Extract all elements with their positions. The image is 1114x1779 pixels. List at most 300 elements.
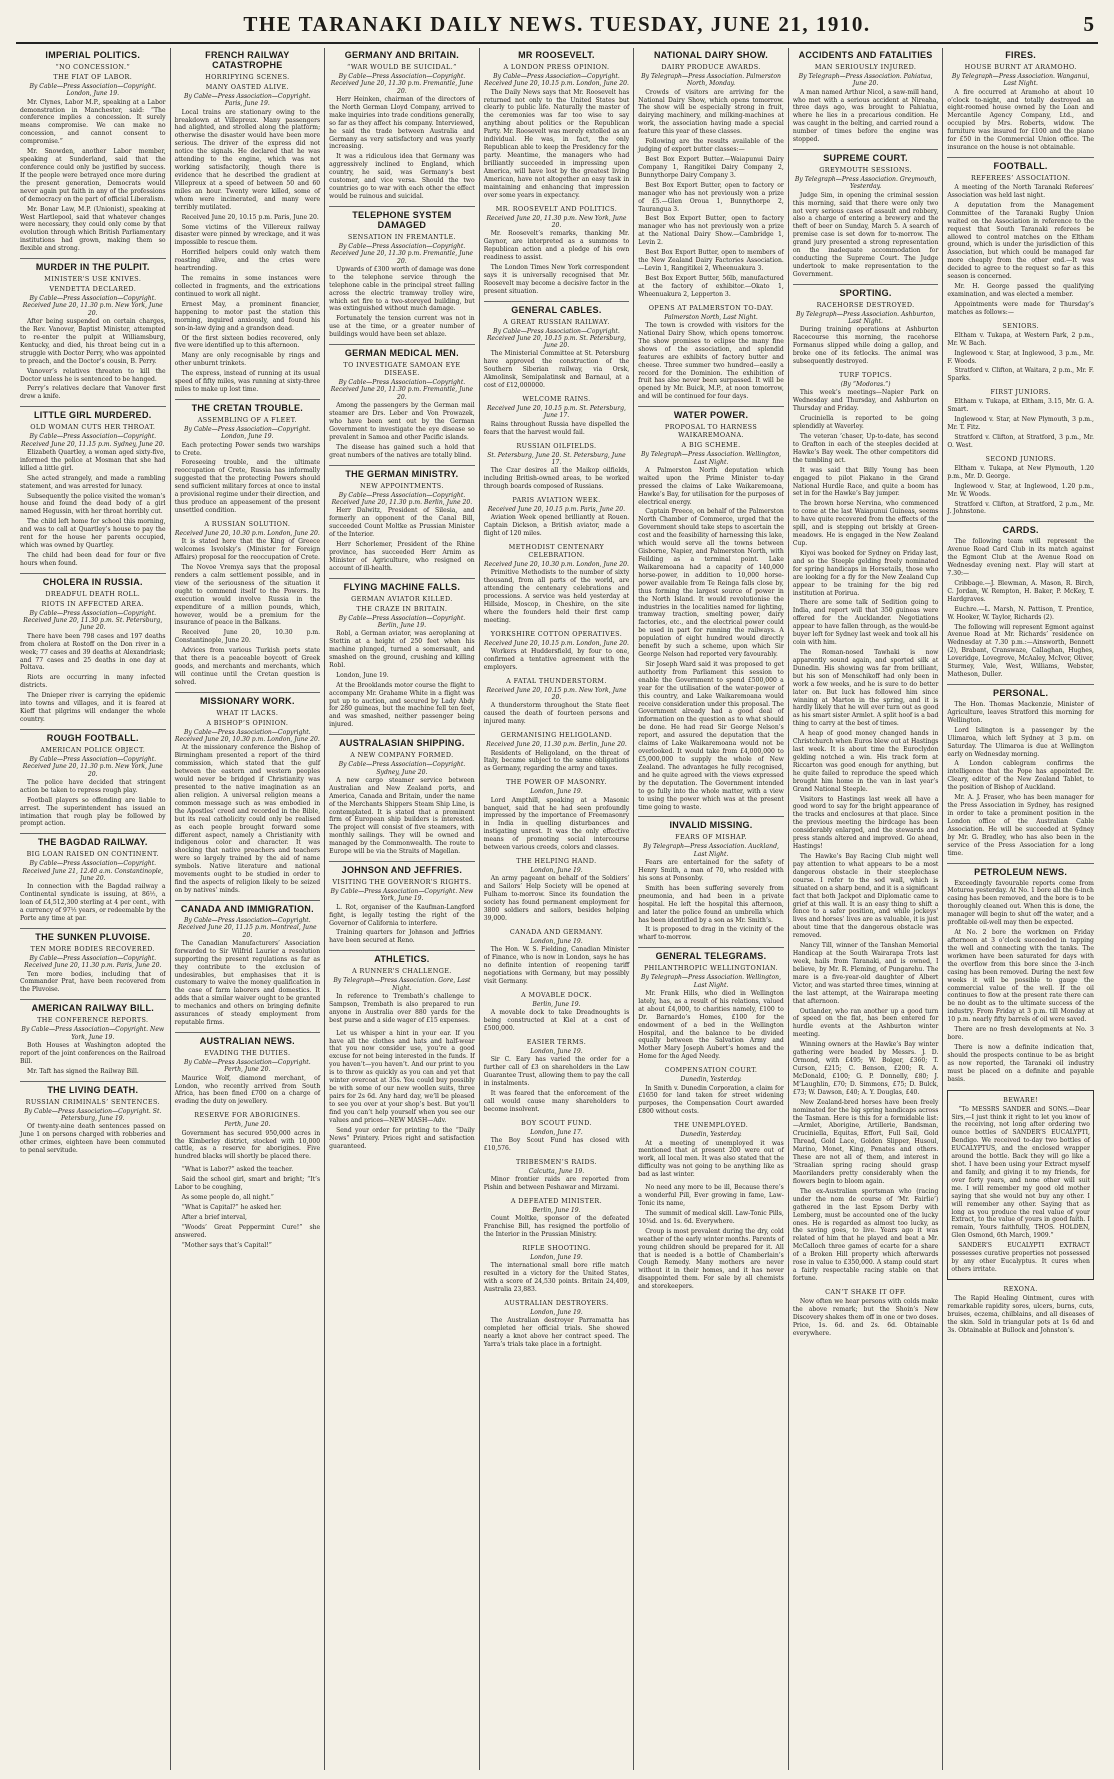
article-paragraph: There are no fresh developments at No. 3 bore. xyxy=(947,1026,1094,1042)
article-paragraph: Best Box Export Butter, open to factory or manager who has not previously won a prize of £5.—Glen Oroua 1, Bunnythorpe 2, Taurangua 3. xyxy=(638,181,784,213)
article xyxy=(947,388,1094,450)
article-paragraph: “What is Capital?” he asked her. xyxy=(181,1204,282,1212)
article-paragraph: Outlander, who ran another up a good turn of speed on the flat, has been entered for hurdle events at the Ashburton winter meeting. xyxy=(792,1007,939,1039)
article-subheading: COMPENSATION COURT. xyxy=(664,1066,758,1075)
article xyxy=(484,1038,630,1114)
article-paragraph: There have been 798 cases and 197 deaths from cholera at Rostoff on the Don river in a week; 77 cases and 39 deaths at Alexandriask; and 77 cases and 25 deaths in one day at Poltava. xyxy=(20,632,166,672)
article-subheading: OLD WOMAN CUTS HER THROAT. xyxy=(30,423,156,432)
article-subheading: A DEFEATED MINISTER. xyxy=(510,1197,603,1206)
article xyxy=(175,1166,321,1249)
article-paragraph: Foreseeing trouble, and the ultimate reoccupation of Crete, Russia has informally suggested that the protecting Powers should send sufficient military forces at once to instal a provisional regime under their direction, and thus produce an appeasement of the present unsettled condition. xyxy=(174,459,321,514)
article-paragraph: Many are only recognisable by rings and other unburnt trinkets. xyxy=(174,352,321,368)
article-dateline: Dunedin, Yesterday. xyxy=(680,1076,742,1084)
article-paragraph: After being suspended on certain charges, the Rev. Vanover, Baptist Minister, attempted to re-enter the pulpit at Williamsburg, Kentucky, and died, his throat being cut in a struggle with Doctor Perry, who was appointed to preach, and the Doctor’s cousin, B. Perry. xyxy=(20,318,166,365)
article xyxy=(484,928,630,986)
article-subheading: TRIBESMEN’S RAIDS. xyxy=(515,1157,597,1166)
article-dateline: Berlin, June 19. xyxy=(532,1000,581,1008)
article-dateline: By Cable—Press Association—Copyright. Sydney, June 20. xyxy=(338,761,466,776)
article-subheading: REFEREES’ ASSOCIATION. xyxy=(970,174,1071,182)
article xyxy=(947,684,1094,858)
article xyxy=(947,322,1094,384)
article-paragraph: SANDER’S EUCALYPTI EXTRACT possesses curative properties not possessed by any other Eucalyptus. It cures when others irritate. xyxy=(951,1242,1090,1274)
article-paragraph: As some people do, all night.” xyxy=(181,1194,274,1202)
article-headline: FOOTBALL. xyxy=(947,157,1094,171)
article-headline: GERMANY AND BRITAIN. xyxy=(344,50,460,60)
article-dateline: By Telegraph—Press Association. Pahiatua, June 20. xyxy=(798,73,933,88)
article xyxy=(329,465,475,573)
article-paragraph: Lord Islington is a passenger by the Ulimaroa, which left Sydney at 3 p.m. on Saturday. The Ulimaroa is due at Wellington early on Wednesday morning. xyxy=(947,726,1094,758)
article-subheading: A RUNNER’S CHALLENGE. xyxy=(352,967,452,976)
article-headline: CARDS. xyxy=(947,521,1094,535)
column-2 xyxy=(171,48,326,1770)
article-subheading: “NO CONCESSION.” xyxy=(55,63,131,71)
article xyxy=(484,1244,630,1294)
article xyxy=(793,371,939,1283)
article xyxy=(638,1184,784,1291)
article xyxy=(20,406,166,568)
article-paragraph: Sir Joseph Ward said it was proposed to get authority from Parliament this session to enable the Government to spend £500,000 a year for the utilisation of the water-power of this country, and Lake Waikaremoana would receive consideration under this proposal. The Government already had a good deal of information on the question as to what should be done. He had read Sir George Nelson’s report, and assured the deputation that the claims of Lake Waikaremoana would not be overlooked. It would take from £4,000,000 to £5,000,000 to supply the whole of New Zealand. The advantages he fully recognised, and he quite agreed with the views expressed by the deputation. The Government intended to go fully into the whole matter, with a view to using the power which was at the present time going to waste. xyxy=(638,660,784,811)
article-subheading: RUSSIAN OILFIELDS. xyxy=(516,441,597,450)
article xyxy=(947,1285,1094,1335)
article xyxy=(484,442,630,491)
article-dateline: Received June 20, 10.15 p.m. New York, June 20. xyxy=(486,686,627,702)
article-headline: JOHNSON AND JEFFRIES. xyxy=(329,861,475,875)
article-paragraph: The Hon. W. S. Fielding, Canadian Minister of Finance, who is now in London, says he has no definite intention of reopening tariff negotiations with Germany, but may possibly visit Germany. xyxy=(483,946,630,985)
article-paragraph: “Woods’ Great Peppermint Cure!” she answered. xyxy=(174,1223,321,1239)
article-paragraph: Stratford v. Clifton, at Waitara, 2 p.m., Mr. F. Sparks. xyxy=(947,367,1094,383)
article-paragraph: Perry’s relatives declare that Vanover first drew a knife. xyxy=(20,385,166,401)
article-subheading: AMERICAN POLICE OBJECT. xyxy=(40,745,146,754)
article-subheading: PROPOSAL TO HARNESS WAIKAREMOANA. xyxy=(664,423,758,440)
article-subheading: SECOND JUNIORS. xyxy=(985,454,1056,463)
article xyxy=(793,149,939,279)
column-6 xyxy=(789,48,944,1770)
article xyxy=(484,1197,630,1239)
article-paragraph: Mr. A. J. Fraser, who has been manager for the Press Association in Sydney, has resigned in order to take a prominent position in the London office of the Australian Cable Association. He will be succeeded at Sydney by Mr. G. Bradley, who has also been in the service of the Press Association for a long time. xyxy=(947,794,1094,857)
article-paragraph: Herr Schorlemer, President of the Rhine province, has succeeded Herr Arnim as Minister of Agriculture, who resigned on account of ill-health. xyxy=(329,540,475,572)
article-paragraph: Exceedingly favourable reports come from Moturoa yesterday. At No. 1 bore all the 6-inch casing has been removed, and the bore is to be thoroughly cleaned out. When this is done, the manager will begin to shut off the water, and a profitable oil-well may then be expected. xyxy=(947,879,1094,927)
article-paragraph: Best Box Export Butter, open to members of the New Zealand Dairy Factories Association.—Levin 1, Rangitikei 2, Wheenuakura 3. xyxy=(638,249,784,272)
column-5 xyxy=(634,48,789,1770)
article-paragraph: Primitive Methodists to the number of sixty thousand, from all parts of the world, are attending the centenary celebrations and processions. A service was held yesterday at Hillside, Moscop, in Cheshire, on the site where the founders held their first camp meeting. xyxy=(483,569,630,624)
article-subheading: WHAT IT LACKS. xyxy=(216,708,279,717)
article-dateline: London, June 19. xyxy=(530,867,583,875)
article-paragraph: In connection with the Bagdad railway a Continental syndicate is issuing, at 86½, a loan of £4,512,300 sterling at 4 per cent., with a currency of 97½ years, or redeemable by the Porte any time at par. xyxy=(20,883,166,922)
article-paragraph: Residents of Heligoland, on the threat of Italy, became subject to the same obligations as Germany, regarding the army and taxes. xyxy=(483,749,630,773)
article xyxy=(484,496,630,538)
article-paragraph: Training quarters for Johnson and Jeffries have been secured at Reno. xyxy=(329,929,475,945)
article-paragraph: At No. 2 bore the workmen on Friday afternoon at 3 o’clock succeeded in tapping the well and connecting with the tanks. The workmen have been saturated for days with the overflow from this bore since the 3-inch casing has been removed. During the next few weeks it will be possible to gauge the commercial value of the well. If the oil continues to flow at the present rate there can be no doubt as to the ultimate success of the industry. From Friday at 3 p.m. till Monday at 10 p.m. nearly fifty barrels of oil were saved. xyxy=(947,929,1094,1024)
article-dateline: By Cable—Press Association—Copyright. Received June 20, 10.30 p.m. London, June 20. xyxy=(174,728,320,744)
article xyxy=(484,731,630,773)
article-paragraph: A meeting of the North Taranaki Referees’ Association was held last night. xyxy=(947,184,1094,199)
article xyxy=(638,816,784,942)
article-subheading: MINISTER’S USE KNIVES. xyxy=(44,275,142,284)
article-paragraph: Herr Dalwitz, President of Silesia, and formerly an opponent of the Canal Bill, succeeded Count Moltke as Prussian Minister of the Interior. xyxy=(329,507,475,538)
article-paragraph: L. Rot, organiser of the Kaufman-Langford fight, is legally testing the right of the Governor of California to interfere. xyxy=(329,903,475,927)
article-subheading: DREADFUL DEATH ROLL. xyxy=(45,589,141,598)
article-dateline: By Cable—Press Association—Copyright. Received June 20, 11.30 p.m. Berlin, June 20. xyxy=(331,491,473,506)
article-headline: CANADA AND IMMIGRATION. xyxy=(175,900,321,914)
article xyxy=(638,304,784,402)
article-paragraph: A Palmerston North deputation which waited upon the Prime Minister to-day pressed the claims of Lake Waikaremoana, Hawke’s Bay, for utilisation for the purposes of electrical energy. xyxy=(638,466,784,506)
article-paragraph: Send your order for printing to the “Daily News” Printery. Prices right and satisfaction guaranteed. xyxy=(329,1126,475,1150)
article-subheading: MANY OASTED ALIVE. xyxy=(205,83,289,91)
article-paragraph: Captain Preece, on behalf of the Palmerston North Chamber of Commerce, urged that the Government should take steps to ascertain the cost and the feasibility of harnessing this lake, which would serve all the towns between Gisborne, Napier, and Palmerston North, with Feilding as a terminal point. Lake Waikaremoana had a capacity of 140,000 horse-power, in addition to 10,000 horse-power available from Te Reinga falls close by, thus forming the largest source of power in the North Island. It would revolutionise the industries in the localities named for lighting, tramway traction, smelting power, dairy factories, etc., and the electrical power could be used in part for running the railways. A population of eight hundred would directly benefit by such a scheme, upon which Sir George Nelson had reported very favourably. xyxy=(638,508,784,659)
article-paragraph: Inglewood v. Star, at Inglewood, 1.20 p.m., Mr. W. Woods. xyxy=(947,482,1094,498)
article-dateline: By Cable—Press Association—Copyright. Berlin, June 19. xyxy=(338,614,466,629)
article xyxy=(484,1119,630,1153)
article-paragraph: Cribbage.—J. Blewman, A. Mason, R. Birch, C. Jordan, W. Rempton, H. Baker, P. McKey, T. Hardgraves. xyxy=(947,579,1094,603)
article-paragraph: The child left home for school this morning, and was to call at Quartley’s house to pay the rent for the house her parents occupied, which was owned by Quartley. xyxy=(20,518,166,550)
article-paragraph: New Zealand-bred horses have been freely nominated for the big spring handicaps across the Tasman. Here is this for a formidable list:—Armlet, Aborigine, Artillerie, Bandsman, Cruciniella, Equitas, Effort, Full Sail, Gold Thread, Gold Lace, Golden Slipper, Husoul, Marino, Monet, King, Penates and others. These are not all of them, and interest in ‘Straalian spring racing should grasp Maorilanders pretty considerably when the flowers begin to bloom again. xyxy=(792,1098,939,1185)
article xyxy=(484,1158,630,1192)
article xyxy=(484,778,630,852)
article-paragraph: Herr Heinken, chairman of the directors of the North German Lloyd Company, arrived to make inquiries into trade conditions generally, so far as they affect his company. Interviewed, he said the trade between Australia and Germany as very satisfactory and was yearly increasing. xyxy=(329,95,475,151)
masthead-rule xyxy=(16,42,1098,44)
article-subheading: THE HELPING HAND. xyxy=(516,857,597,866)
article-paragraph: Stratford v. Clifton, at Stratford, 3 p.m., Mr. O. West. xyxy=(947,433,1094,449)
article-subheading: NEW APPOINTMENTS. xyxy=(360,481,444,490)
article xyxy=(947,50,1094,152)
article-subheading: RIOTS IN AFFECTED AREA. xyxy=(41,599,145,608)
article-paragraph: The disease has gained such a hold that great numbers of the natives are totally blind. xyxy=(329,443,475,459)
article-dateline: London, June 19. xyxy=(530,1309,583,1317)
article-paragraph: Elizabeth Quartley, a woman aged sixty-five, informed the police at Mosman that she had killed a little girl. xyxy=(20,448,166,472)
article-dateline: By Telegraph—Press Association. Wellington, Last Night. xyxy=(641,974,782,989)
article-subheading: SENSATION IN FREMANTLE. xyxy=(347,232,456,241)
article-paragraph: Workers at Huddersfield, by four to one, confirmed a tentative agreement with the employers. xyxy=(483,648,630,671)
article-paragraph: The Hawke’s Bay Racing Club might well pay attention to what appears to be a most dangerous obstacle in their steeplechase course. I refer to the sod wall, which is situated on a sharp bend, and it is a significant fact that both Jackpot and Diplomatic came to grief at this wall. It is an easy thing to shift a fence to a safer position, and while jockeys’ lives and horses’ lives are as valuable, it is just about time that the dangerous obstacle was removed. xyxy=(792,853,939,940)
article-paragraph: The following team will represent the Avenue Road Card Club in its match against the Egmont Club at the Avenue Road on Wednesday evening next. Play will start at 7.30:— xyxy=(947,538,1094,578)
article-paragraph: “What is Labor?” asked the teacher. xyxy=(181,1166,294,1174)
article-headline: SUPREME COURT. xyxy=(793,149,939,163)
article xyxy=(638,1121,784,1179)
article-headline: NATIONAL DAIRY SHOW. xyxy=(653,50,769,60)
article-dateline: St. Petersburg, June 20. St. Petersburg, June 17. xyxy=(487,451,626,466)
column-3 xyxy=(325,48,480,1770)
article-paragraph: Winning owners at the Hawke’s Bay winter gathering were headed by Messrs. J. D. Ormond, with £495; W. Bolger, £360; T. Curson, £215; C. Benson, £200; R. A. McDonald, £100; G. P. Donnelly, £80; J. M’Laughlin, £70; D. Simmons, £75; D. Bulck, £73; W. Dawson, £40; A. Y. Douglas, £40. xyxy=(792,1041,939,1096)
article-paragraph: The express, instead of running at its usual speed of fifty miles, was running at sixty-three miles to make up lost time. xyxy=(174,370,321,394)
article-paragraph: She acted strangely, and made a rambling statement, and was arrested for lunacy. xyxy=(20,474,166,490)
article-paragraph: In Smith v. Dunedin Corporation, a claim for £1650 for land taken for street widening purposes, the Compensation Court awarded £800 without costs. xyxy=(638,1084,784,1116)
article-paragraph: The Roman-nosed Tawhaki is now apparently sound again, and sported silk at Dunedin. His showing was far from brilliant, but his son of Menschikoff had only been in work a few weeks, and he is sure to do better later on. But luck has followed him since winning at Marton in the spring, and it is hardly likely that he will ever turn out as good as his smart sister Armlet. A split hoof is a bad thing to carry at the best of times. xyxy=(792,648,939,728)
article xyxy=(329,1030,475,1151)
article-subheading: FEARS OF MISHAP. xyxy=(675,833,747,842)
article-paragraph: Mr. Bonar Law, M.P. (Unionist), speaking at West Hartlepool, said that whatever changes were necessary, they could only come by that evolution through which British Parliamentary institutions had grown, making them so flexible and strong. xyxy=(20,205,166,253)
article-paragraph: After a brief interval, xyxy=(181,1213,247,1221)
article xyxy=(175,1032,321,1106)
article-paragraph: Mr. Clynes, Labor M.P., speaking at a Labor demonstration in Manchester, said: “The conference implies a concession. It surely means compromise. We can make no concession, and cannot consent to compromise.” xyxy=(20,98,166,146)
article-paragraph: Eltham v. Tukapa, at Eltham, 3.15, Mr. G. A. Smart. xyxy=(947,398,1094,414)
article-paragraph: Eltham v. Tukapa, at Western Park, 2 p.m., Mr. W. Bach. xyxy=(947,331,1094,347)
article-headline: WATER POWER. xyxy=(638,406,784,420)
article-paragraph: Now often we hear persons with colds make the above remark; but the Shoin’s New Discovery shakes them off in one or two doses. Price, 1s. 6d. and 2s. 6d. Obtainable everywhere. xyxy=(792,1297,939,1337)
article-paragraph: The remains in some instances were collected in fragments, and the extrications continued to work all night. xyxy=(174,275,321,298)
article-paragraph: During training operations at Ashburton Racecourse this morning, the racehorse Formanus slipped while doing a gallop, and broke one of its fetlocks. The animal was subsequently destroyed. xyxy=(792,326,939,366)
article-subheading: CAN’T SHAKE IT OFF. xyxy=(825,1287,907,1296)
article-paragraph: The veteran ’chaser, Up-to-date, has second to Grafton in each of the steeples decided at Hawke’s Bay week. The other competitors did the tumbling act. xyxy=(792,433,939,464)
article-headline: INVALID MISSING. xyxy=(638,816,784,830)
article-paragraph: The summit of medical skill. Law-Tonic Pills, 10¼d. and 1s. 6d. Everywhere. xyxy=(638,1209,784,1225)
article-dateline: By Telegraph—Press Association. Palmerston North, Monday. xyxy=(641,73,781,88)
article-subheading: PARIS AVIATION WEEK. xyxy=(512,495,601,504)
article-subheading: ASSEMBLING OF A FLEET. xyxy=(197,415,297,424)
article xyxy=(175,399,321,515)
article-dateline: By Cable—Press Association—Copyright. Received June 20, 10.15 p.m. London, June 20. xyxy=(484,73,629,88)
article-dateline: By Telegraph—Press Association. Ashburton, Last Night. xyxy=(796,310,936,326)
article-subheading: METHODIST CENTENARY CELEBRATION. xyxy=(508,543,605,560)
columns-container xyxy=(16,48,1098,1770)
article-headline: THE LIVING DEATH. xyxy=(20,1081,166,1095)
article-subheading: PHILANTHROPIC WELLINGTONIAN. xyxy=(643,964,779,973)
article-dateline: London, June 19. xyxy=(530,937,583,945)
article-paragraph: The ex-Australian sportsman who (racing under the nom de course of ‘Mr. Fairlie’) gathered in the last Epsom Derby with Lemberg, must be accounted one of the lucky ones. He is regarded as almost too lucky, as the saving goes, to live. Years ago it was related of him that he played and beat a Mr. McCalloch three games of ecarte for a share of a Broken Hill property which afterwards rose in value to £350,000. A stamp could start a fairly respectable racing stable on that fortune. xyxy=(792,1187,939,1282)
article xyxy=(20,258,166,401)
article-subheading: A LONDON PRESS OPINION. xyxy=(503,63,610,71)
article-paragraph: Nancy Till, winner of the Tanshan Memorial Handicap at the South Wairarapa Trots last week, hails from Taranaki, and is owned, I believe, by Mr. R. Fleming, of Pungarehu. The mare is a five-year-old daughter of Albert Victor, and was started three times, winning at the last attempt, at the Wairarapa meeting that afternoon. xyxy=(792,942,939,1005)
article-subheading: RIFLE SHOOTING. xyxy=(522,1244,591,1253)
article xyxy=(484,857,630,923)
article-paragraph: Maurice Wolf, diamond merchant, of London, who recently arrived from South Africa, has been fined £700 on a charge of evading the duty on jewellery. xyxy=(174,1074,321,1106)
article-subheading: THE CONFERENCE REPORTS. xyxy=(37,1016,149,1025)
article-paragraph: The Canadian Manufacturers’ Association forwarded to Sir Wilfrid Laurier a resolution supporting the present regulations as far as they contribute to the exclusion of undesirables, but emphasises that it is customary to waive the money qualification in the case of farm laborers and domestics. It adds that a similar waiver ought to be granted to mechanics and others on bringing definite assurances of steady employment from reputable firms. xyxy=(174,939,321,1027)
article-paragraph: Best Box Export Butter, 56lb, manufactured at the factory of exhibitor.—Okato 1, Wheenuakura 2, Lepperton 3. xyxy=(638,274,784,298)
article-paragraph: The Novoe Vremya says that the proposal renders a calm settlement possible, and in view of the seriousness of the situation it ought to commend itself to the Powers. Its execution would involve Russia in the expenditure of a million pounds, which, however, would be a premium for the insurance of peace in the Balkans. xyxy=(174,563,321,627)
article-paragraph: Best Box Export Butter.—Waiapunui Dairy Company 1, Rangitikei Dairy Company 2, Bunnythorpe Dairy Company 3. xyxy=(638,156,784,179)
article-subheading: WELCOME RAINS. xyxy=(522,395,591,404)
article xyxy=(20,50,166,253)
article xyxy=(793,1288,939,1338)
article-headline: THE BAGDAD RAILWAY. xyxy=(20,833,166,847)
article xyxy=(20,573,166,724)
article-paragraph: Crowds of visitors are arriving for the National Dairy Show, which opens tomorrow. The show will be especially strong in fruit, dairying machinery, and milking-machines at work, the association having made a special feature this year of these classes. xyxy=(638,88,784,136)
article-paragraph: Smith has been suffering severely from pneumonia, and had been in a private hospital. He left the hospital this afternoon, and later the police found an umbrella which has been identified by a son as Mr. Smith’s. xyxy=(638,884,784,924)
article-paragraph: The brown horse Nervina, who commenced to come at the last Waiapunui Guineas, seems to have quite recovered from the effects of the spill, and is stepping out briskly at Green-meadows. He is engaged in the New Zealand Cup. xyxy=(792,500,939,547)
article-subheading: REXONA. xyxy=(1003,1284,1038,1293)
article xyxy=(484,677,630,726)
article-headline: GENERAL CABLES. xyxy=(484,301,630,315)
article-subheading: THE FIAT OF LABOR. xyxy=(53,73,133,81)
article-dateline: London, June 19. xyxy=(530,1254,583,1262)
article-paragraph: Riots are occurring in many infected districts. xyxy=(20,674,166,690)
article xyxy=(20,729,166,828)
article-paragraph: Each protecting Power sends two warships to Crete. xyxy=(174,441,321,457)
article-dateline: By Telegraph—Press Association. Wanganui, Last Night. xyxy=(951,73,1090,88)
article-subheading: BIG LOAN RAISED ON CONTINENT. xyxy=(26,850,159,859)
article-paragraph: Aviation Week opened brilliantly at Rouen. Captain Dickson, a British aviator, made a flight of 120 miles. xyxy=(483,514,630,538)
article-dateline: Received June 20, 10.15 p.m. London, June 20. xyxy=(484,639,629,647)
article-paragraph: Some victims of the Villereux railway disaster were pinned by wreckage, and it was impossible to rescue them. xyxy=(174,223,321,247)
article-subheading: HORRIFYING SCENES. xyxy=(205,73,290,81)
article-paragraph: A new cargo steamer service between Australian and New Zealand ports, and America, Canada and Britain, under the name of the Merchants Shippers Steam Ship Line, is contemplated. It is stated that a prominent firm of European ship builders is interested. The project will consist of five steamers, with monthly sailings. They will be owned and managed by the Commonwealth. The route to Europe will be via the Straits of Magellan. xyxy=(329,776,475,856)
article-dateline: By Cable—Press Association—Copyright. Received June 21, 12.40 a.m. Constantinople, June 20. xyxy=(22,860,164,882)
article-paragraph: Mr. Roosevelt’s remarks, thanking Mr. Gaynor, are interpreted as a summons to Republican action and a pledge of his own readiness to assist. xyxy=(483,230,630,261)
advertisement xyxy=(947,1090,1094,1280)
article-paragraph: Government has secured 950,000 acres in the Kimberley district, stocked with 10,000 cattle, as a reserve for aborigines. Five hundred blacks will shortly be placed there. xyxy=(174,1129,321,1161)
article-dateline: By Telegraph—Press Association. Wellington, Last Night. xyxy=(641,451,782,466)
article-paragraph: Visitors to Hastings last week all have a good word to say for the bright appearance of the tracks and enclosures at that place. Since the previous meeting the birdcage has been considerably enlarged, and the stewards and press stands altered and improved. Go ahead, Hastings! xyxy=(792,795,939,851)
article-headline: AMERICAN RAILWAY BILL. xyxy=(20,999,166,1013)
article-dateline: Received June 20, 10.15 p.m. St. Petersburg, June 17. xyxy=(486,405,626,420)
article-dateline: Received June 20, 11.30 p.m. Berlin, June 20. xyxy=(486,741,627,749)
article xyxy=(947,521,1094,679)
article xyxy=(484,991,630,1033)
article-paragraph: A heap of good money changed hands in Christchurch when Euros blew out at Hastings last week. It is about time the Euroclydon gelding notched a win. His track form at Riccarton was good enough for anything, but he quite failed to reproduce the speed which brought him home in the van in last year’s Grand National Steeple. xyxy=(792,730,939,793)
article-paragraph: In reference to Trembath’s challenge to Sampson, Trembath is also prepared to run anyone in Australia over 880 yards for the best purse and a side wager of £15 expenses. xyxy=(329,992,475,1024)
article-headline: FLYING MACHINE FALLS. xyxy=(329,578,475,592)
article-subheading: THE UNEMPLOYED. xyxy=(673,1121,749,1130)
article xyxy=(484,543,630,625)
article xyxy=(175,50,321,394)
article-subheading: FIRST JUNIORS. xyxy=(990,388,1051,397)
article-headline: THE GERMAN MINISTRY. xyxy=(329,465,475,479)
article xyxy=(947,863,1094,1084)
column-1 xyxy=(16,48,171,1770)
article-paragraph: The international small bore rifle match resulted in a victory for the United States, with a score of 24,530 points. Britain 24,409, Australia 23,883. xyxy=(483,1262,630,1294)
article-paragraph: It is proposed to drag in the vicinity of the wharf to-morrow. xyxy=(638,926,784,942)
article-paragraph: Fortunately the tension current was not in use at the time, or a greater number of buildings would have been set ablaze. xyxy=(329,315,475,339)
article-headline: SPORTING. xyxy=(793,284,939,298)
article xyxy=(329,344,475,459)
article-paragraph: A fire occurred at Aramoho at about 10 o’clock to-night, and totally destroyed an eight-roomed house owned by the Loan and Mercantile Agency Company, Ltd., and occupied by Mrs. Roberts, widow. The furniture was insured for £100 and the piano for £50 in the Commercial Union office. The insurance on the house is not obtainable. xyxy=(947,88,1094,152)
article-subheading: RESERVE FOR ABORIGINES. xyxy=(194,1111,301,1120)
article-subheading: YORKSHIRE COTTON OPERATIVES. xyxy=(490,629,623,638)
article xyxy=(638,1066,784,1116)
article-paragraph: Kiyoi was booked for Sydney on Friday last, and so the Steeple gelding freely nominated for spring handicaps in Horsetails, those who are looking for a fly for the New Zealand Cup appear to be training for the big red institution at Porirua. xyxy=(792,549,939,597)
article-subheading: GERMANISING HELIGOLAND. xyxy=(500,731,613,740)
article-dateline: London, June 19. xyxy=(530,788,583,796)
article-headline: MISSIONARY WORK. xyxy=(175,692,321,706)
article-subheading: TO INVESTIGATE SAMOAN EYE DISEASE. xyxy=(343,361,461,378)
article-subheading: VISITING THE GOVERNOR’S RIGHTS. xyxy=(332,878,472,887)
article-paragraph: Lord Ampthill, speaking at a Masonic banquet, said that he had seen profoundly impressed by the importance of Freemasonry in India in quelling disturbances and instigating unrest. It was the only effective means of promoting social intercourse between various creeds, colors and classes. xyxy=(483,796,630,852)
article xyxy=(793,50,939,144)
article-dateline: Received June 20, 11.30 p.m. New York, June 20. xyxy=(486,214,627,229)
article-subheading: HOUSE BURNT AT ARAMOHO. xyxy=(964,63,1077,71)
article-dateline: London, June 17. xyxy=(530,1128,583,1136)
article-paragraph: At a meeting of unemployed it was mentioned that at present 200 were out of work, all local men. It was also stated that the difficulty was not going to be anything like as bad as last winter. xyxy=(638,1139,784,1179)
article-paragraph: Inglewood v. Star, at Inglewood, 3 p.m., Mr. F. Woods. xyxy=(947,349,1094,365)
article-subheading: MR. ROOSEVELT AND POLITICS. xyxy=(495,204,618,213)
column-4 xyxy=(480,48,635,1770)
article xyxy=(947,455,1094,517)
article-subheading: SENIORS. xyxy=(1002,321,1039,330)
article-subheading: “WAR WOULD BE SUICIDAL.” xyxy=(347,63,457,71)
article-subheading: BOY SCOUT FUND. xyxy=(521,1118,592,1127)
article-headline: LITTLE GIRL MURDERED. xyxy=(20,406,166,420)
article-paragraph: The Daily News says that Mr. Roosevelt has returned not only to the United States but clearly to public life. Naturally the master of the ceremonies was far too wise to say anything about politics or the Republican Party. Mr. Roosevelt was merely extolled as an individual. He was, in fact, the only Republican able to keep the Presidency for the party. Meantime, the managers who had brilliantly succeeded in impressing upon America, will have lost by the greatest living American, have not altogether an easy task in maintaining and enhancing that impression over some years in expectancy. xyxy=(483,88,630,199)
article-paragraph: Among the passengers by the German mail steamer are Drs. Leber and Von Prowazek, who have been sent out by the German Government to investigate the eye disease so prevalent in Samoa and other Pacific islands. xyxy=(329,402,475,441)
article xyxy=(329,950,475,1024)
article xyxy=(329,734,475,856)
article-headline: ACCIDENTS AND FATALITIES xyxy=(798,50,933,60)
article-subheading: A GREAT RUSSIAN RAILWAY. xyxy=(503,317,610,326)
article-paragraph: Appointments were made for Thursday’s matches as follows:— xyxy=(947,300,1094,316)
article-dateline: Received June 20, 10.15 p.m. Paris, June 20. xyxy=(487,505,626,513)
article-paragraph: Both Houses at Washington adopted the report of the joint conferences on the Railroad Bill. xyxy=(20,1041,166,1065)
article-paragraph: Advices from various Turkish ports state that there is a peaceable boycott of Greek goods, and merchants and merchants, which will continue until the Cretan question is solved. xyxy=(174,647,321,686)
article-paragraph: There are some talk of Sedition going to India, and report will that 350 guineas were offered for the Aucklander. Negotiations appear to have fallen through, as the would-be buyer left for Sydney last week and took all his coin with him. xyxy=(792,599,939,647)
article xyxy=(484,1299,630,1349)
article-paragraph: Of twenty-nine death sentences passed on June 1 on persons charged with robberies and other crimes, eighteen have been commuted to penal servitude. xyxy=(20,1123,166,1155)
article-headline: PERSONAL. xyxy=(947,684,1094,698)
article xyxy=(484,395,630,436)
article-paragraph: At the Brooklands motor course the flight to accompany Mr. Grahame White in a flight was put up to auction, and secured by Lady Abdy for 280 guineas, but the machine fell ten feet, and was smashed, neither passenger being injured. xyxy=(329,681,475,729)
article-paragraph: Fears are entertained for the safety of Henry Smith, a man of 70, who resided with his sons at Ponsonby. xyxy=(638,859,784,882)
article-dateline: Berlin, June 19. xyxy=(532,1207,581,1215)
article-paragraph: Vanover’s relatives threaten to kill the Doctor unless he is sentenced to be hanged. xyxy=(20,367,166,383)
article-paragraph: Received June 20, 10.30 p.m. Constantinople, June 20. xyxy=(174,629,321,645)
article-dateline: By Cable—Press Association—Copyright. London, June 19. xyxy=(184,425,311,441)
article-dateline: By Cable—Press Association—Copyright. Received June 20, 11.15 p.m. Sydney, June 20. xyxy=(21,433,165,448)
article-dateline: (By “Modoras.”) xyxy=(840,381,891,389)
article-paragraph: The Hon. Thomas Mackenzie, Minister of Agriculture, leaves Stratford this morning for Wellington. xyxy=(947,701,1094,724)
article xyxy=(638,406,784,811)
article-paragraph: Stratford v. Clifton, at Stratford, 2 p.m., Mr. J. Johnstone. xyxy=(947,500,1094,516)
article-paragraph: Local trains are stationary owing to the breakdown at Villepreux. Many passengers had alighted, and strolled along the platform; otherwise the disaster would have been more serious. The driver of the express did not notice the signals. He declared that he was attending to the engine, which was not working satisfactorily, though there is evidence that he described the gradient at Villepreux at a speed of between 50 and 60 miles an hour. Twenty were killed, some of whom were incinerated, and many were terribly mutilated. xyxy=(174,108,321,211)
article-dateline: Received June 20, 10.30 p.m. London, June 20. xyxy=(484,561,629,569)
article-paragraph: A deputation from the Management Committee of the Taranaki Rugby Union waited on the Association in reference to the request that South Taranaki referees be allowed to control matches on the Eltham ground, which is under the jurisdiction of this Association, but which could be managed far more cheaply from the other end.—It was decided to agree to the request so far as this season is concerned. xyxy=(947,201,1094,281)
article-dateline: By Cable—Press Association—Copyright. London, June 19. xyxy=(29,83,157,98)
article-paragraph: Inglewood v. Star, at New Plymouth, 3 p.m., Mr. T. Fitz. xyxy=(947,416,1094,432)
article-subheading: GREYMOUTH SESSIONS. xyxy=(819,166,912,175)
article xyxy=(329,50,475,201)
article-paragraph: Mr. Snowden, another Labor member, speaking at Sunderland, said that the conference could only be justified by success. If the people were betrayed once more during the present generation, Democrats would never again put faith in any of the professions of democracy on the part of official Liberalism. xyxy=(20,148,166,203)
article-subheading: VENDETTA DECLARED. xyxy=(49,285,137,294)
article-dateline: By Cable—Press Association—Copyright. Received June 20, 11.30 p.m. Paris, June 20. xyxy=(24,954,162,970)
article-paragraph: The Boy Scout Fund has closed with £10,576. xyxy=(483,1137,630,1152)
column-7 xyxy=(943,48,1098,1770)
article xyxy=(20,928,166,994)
masthead xyxy=(20,12,1094,36)
article-paragraph: Said the school girl, smart and bright; “It’s Labor to be coughing, xyxy=(174,1176,321,1192)
article-headline: ATHLETICS. xyxy=(329,950,475,964)
article-dateline: Calcutta, June 19. xyxy=(528,1167,585,1175)
article-paragraph: Upwards of £300 worth of damage was done to the telephone service through the telephone cable in the principal street falling across the electric tramway trolley wire, which set fire to a two-storeyed building, but was extinguished without much damage. xyxy=(329,265,475,313)
article-paragraph: There is now a definite indication that, should the prospects continue to be as bright as now reported, the Taranaki oil industry must be placed on a definite and payable basis. xyxy=(947,1043,1094,1083)
article xyxy=(484,301,630,391)
article xyxy=(947,157,1094,317)
article-subheading: A BISHOP’S OPINION. xyxy=(206,718,289,727)
article-paragraph: The police have decided that stringent action be taken to repress rough play. xyxy=(20,778,166,794)
article-paragraph: Ernest May, a prominent financier, happening to motor past the station this morning, inquired anxiously, and found his son-in-law dying and a grandson dead. xyxy=(174,300,321,332)
article-paragraph: Football players so offending are liable to arrest. The superintendent has issued an intimation that rough play be followed by prompt action. xyxy=(20,796,166,828)
article-dateline: Perth, June 20. xyxy=(224,1121,271,1129)
article xyxy=(329,861,475,945)
article-paragraph: It was a ridiculous idea that Germany was aggressively inclined to England, which country, he said, was Germany’s best customer, and vice versa. Should the two countries go to war with each other the effect would be ruinous and suicidal. xyxy=(329,153,475,200)
article xyxy=(484,50,630,200)
article-subheading: BEWARE! xyxy=(1003,1095,1039,1104)
article-headline: THE CRETAN TROUBLE. xyxy=(175,399,321,413)
article-subheading: A BIG SCHEME. xyxy=(681,441,741,450)
article-paragraph: Robl, a German aviator, was aeroplaning at Stettin at a height of 250 feet when his machine plunged, turned a somersault, and smashed on the ground, crushing and killing Robl. xyxy=(329,630,475,669)
page-number: 5 xyxy=(1083,12,1094,36)
article-headline: GERMAN MEDICAL MEN. xyxy=(329,344,475,358)
article-paragraph: Subsequently the police visited the woman’s house and found the dead body of a girl named Hegussin, with her throat horribly cut. xyxy=(20,492,166,516)
article-headline: PETROLEUM NEWS. xyxy=(947,863,1094,877)
article-paragraph: Minor frontier raids are reported from Pishin and between Peshawar and Mirzami. xyxy=(483,1176,630,1192)
article-paragraph: Croup is most prevalent during the dry, cold weather of the early winter months. Parents of young children should be prepared for it. All that is needed is a bottle of Chamberlain’s Cough Remedy. Many mothers are never without it in their homes, and it has never disappointed them. For sale by all chemists and storekeepers. xyxy=(638,1227,784,1291)
article-headline: THE SUNKEN PLUVOISE. xyxy=(20,928,166,942)
article-paragraph: No need any more to be ill, Because there’s a wonderful Pill, Ever growing in fame, Law-Tonic its name, xyxy=(638,1184,784,1207)
article-subheading: A MOVABLE DOCK. xyxy=(521,990,592,999)
article-paragraph: The Dnieper river is carrying the epidemic into towns and villages, and it is feared at Kieff that pilgrims will endanger the whole country. xyxy=(20,692,166,723)
article-dateline: By Cable—Press Association—Copyright. Received June 20, 11.30 p.m. St. Petersburg, June 20. xyxy=(23,609,163,632)
article-paragraph: Rains throughout Russia have dispelled the fears that the harvest would fail. xyxy=(483,420,630,436)
article-paragraph: Let us whisper a hint in your ear. If you have all the clothes and hats and half-wear that you now consider use, you’re a good excuse for not being interested in the funds. If you haven’t—you haven’t. And our print to you is to throw as quickly as you can and yet that winter overcoat at 35s. You could buy possibly be with some of our new woollen suits, three pairs for 2s 6d. Any hard day, we’ll be pleased to see you over at your shop’s best. But you’ll find you can’t help yourself when you see our values and prices—NEW MASH—Adv. xyxy=(329,1029,475,1124)
article xyxy=(175,520,321,687)
